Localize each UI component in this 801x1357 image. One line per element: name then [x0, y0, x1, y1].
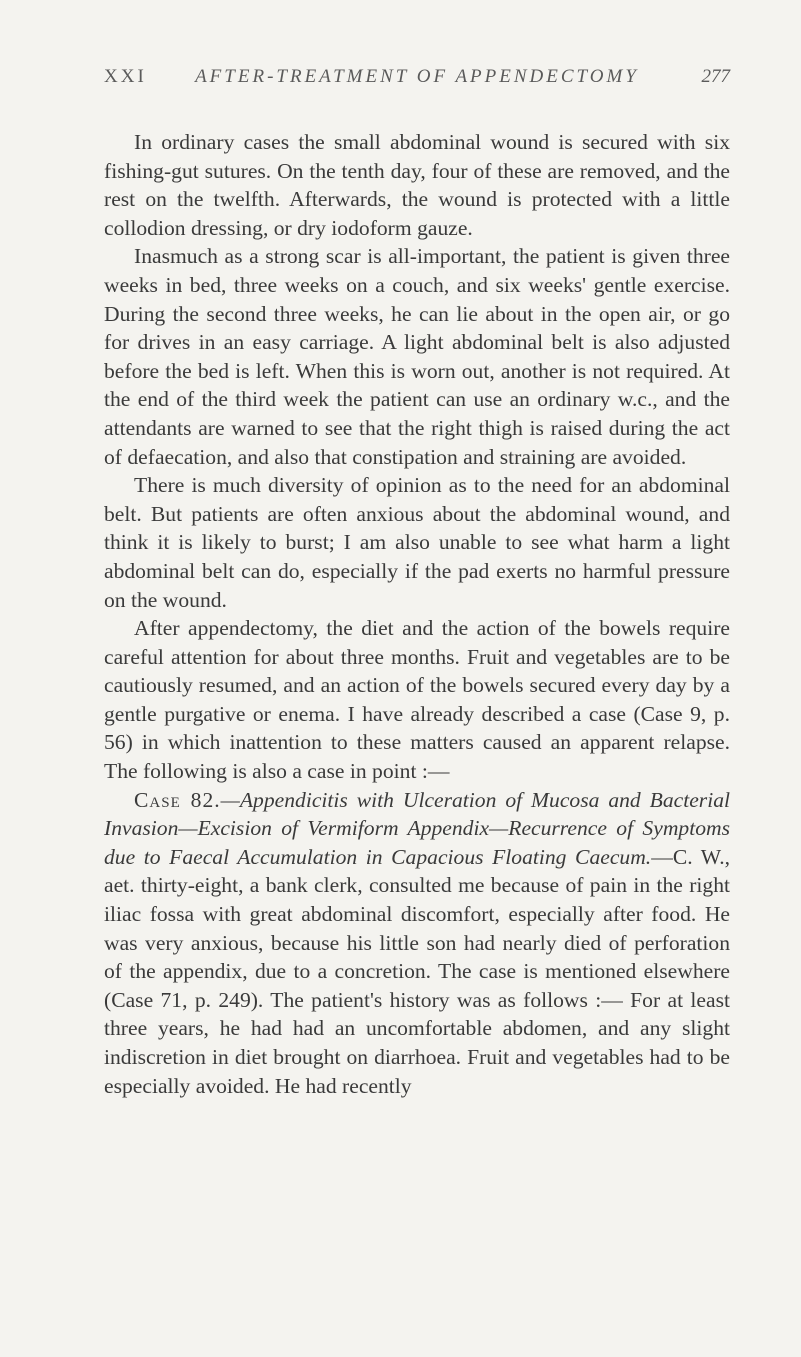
paragraph-abdominal-belt: There is much diversity of opinion as to the need for an abdominal belt. But patients are often anxious about the abdominal wound, and think it is likely to burst; I am also unable to see what harm a light abdominal belt can do, especially if the pad exerts no harmful pressure on the wound. — [104, 473, 730, 612]
running-title: AFTER-TREATMENT OF APPENDECTOMY — [195, 66, 639, 87]
case-title: —Appendicitis with Ulceration of Mucosa and Bacterial Invasion—Excision of Vermiform Appendix—Recurrence of Symptoms due to Faecal Accumulation in Capacious Floating Caecum. — [104, 787, 730, 869]
running-header — [104, 66, 730, 92]
case-text: —C. W., aet. thirty-eight, a bank clerk, consulted me because of pain in the right iliac fossa with great abdominal discomfort, especially after food. He was very anxious, because his little son had nearly died of perforation of the appendix, due to a concretion. The case is mentioned elsewhere (Case 71, p. 249). The patient's history was as follows :— For at least three years, he had had an uncomfortable abdomen, and any slight indiscretion in diet brought on diarrhoea. Fruit and vegetables had to be especially avoided. He had recently — [104, 844, 730, 1098]
chapter-number: XXI — [104, 66, 147, 87]
paragraph-sutures: In ordinary cases the small abdominal wound is secured with six fishing-gut sutures. On the tenth day, four of these are removed, and the rest on the twelfth. Afterwards, the wound is protected with a little collodion dressing, or dry iodoform gauze. — [104, 130, 730, 240]
page-number: 277 — [701, 66, 730, 87]
body-text — [104, 128, 730, 1100]
paragraph-diet: After appendectomy, the diet and the action of the bowels require careful attention for about three months. Fruit and vegetables are to be cautiously resumed, and an action of the bowels secured every day by a gentle purgative or enema. I have already described a case (Case 9, p. 56) in which inattention to these matters caused an apparent relapse. The following is also a case in point :— — [104, 616, 730, 784]
case-label: Case 82. — [134, 787, 221, 812]
case-paragraph — [104, 786, 730, 1101]
paragraph-rest-period: Inasmuch as a strong scar is all-important, the patient is given three weeks in bed, three weeks on a couch, and six weeks' gentle exercise. During the second three weeks, he can lie about in the open air, or go for drives in an easy carriage. A light abdominal belt is also adjusted before the bed is left. When this is worn out, another is not required. At the end of the third week the patient can use an ordinary w.c., and the attendants are warned to see that the right thigh is raised during the act of defaecation, and also that constipation and straining are avoided. — [104, 244, 730, 469]
